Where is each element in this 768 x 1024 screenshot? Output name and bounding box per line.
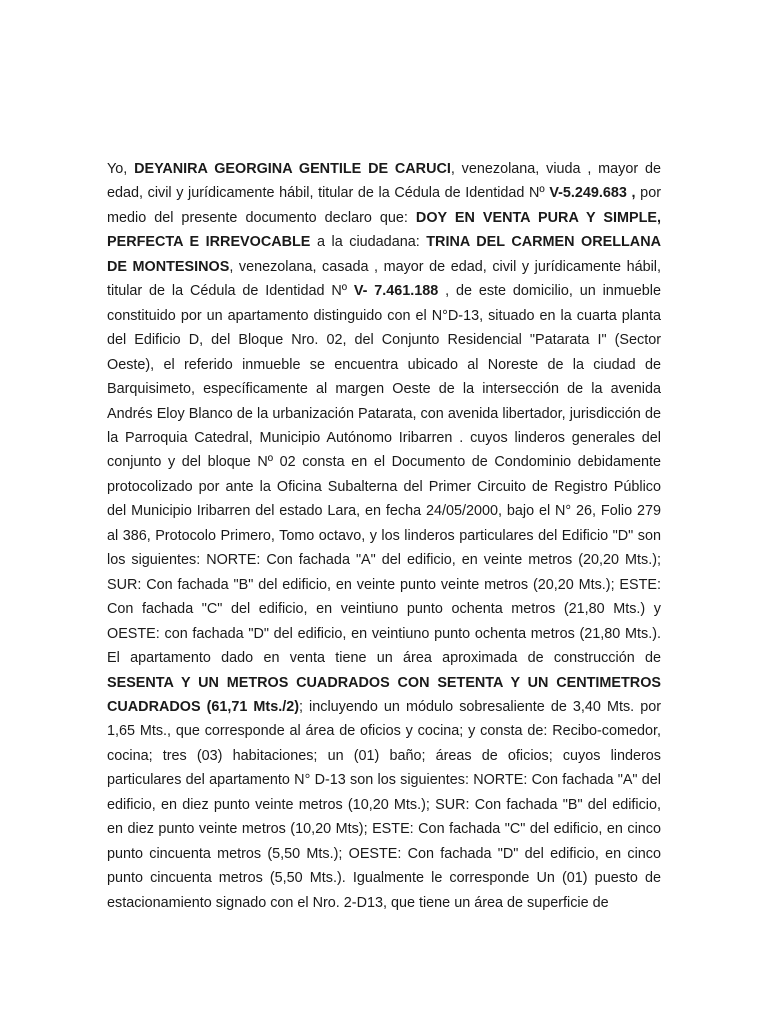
apartment-area: SESENTA Y UN METROS CUADRADOS CON SETENTA Y UN CENTIMETROS CUADRADOS (61,71 Mts./2) [107, 674, 661, 715]
text-run: por medio del presente documento declaro que: [107, 185, 661, 226]
text-run: , venezolana, viuda , mayor de edad, civil y jurídicamente hábil, titular de la Cédula de Identidad Nº [107, 161, 661, 202]
text-run: Yo, [107, 161, 135, 177]
property-description: , de este domicilio, un inmueble constituido por un apartamento distinguido con el N°D-13, situado en la cuarta planta del Edificio D, del Bloque Nro. 02, del Conjunto Residencial "Patarata I" (Sector Oeste), el referido inmueble se encuentra ubicado al Noreste de la ciudad de Barquisimeto, específicamente al margen Oeste de la intersección de la avenida Andrés Eloy Blanco de la urbanización Patarata, con avenida libertador, jurisdicción de la Parroquia Catedral, Municipio Autónomo Iribarren . cuyos linderos generales del conjunto y del bloque Nº 02 consta en el Documento de Condominio debidamente protocolizado por ante la Oficina Subalterna del Primer Circuito de Registro Público del Municipio Iribarren del estado Lara, en fecha 24/05/2000, bajo el N° 26, Folio 279 al 386, Protocolo Primero, Tomo octavo, y los linderos particulares del Edificio "D" son los siguientes: NORTE: Con fachada "A" del edificio, en veinte metros (20,20 Mts.); SUR: Con fachada "B" del edificio, en veinte punto veinte metros (20,20 Mts.); ESTE: Con fachada "C" del edificio, en veintiuno punto ochenta metros (21,80 Mts.) y OESTE: con fachada "D" del edificio, en veintiuno punto ochenta metros (21,80 Mts.). El apartamento dado en venta tiene un área aproximada de construcción de [107, 283, 661, 667]
sale-deed-paragraph [107, 157, 661, 915]
buyer-name: TRINA DEL CARMEN ORELLANA DE MONTESINOS [107, 234, 661, 275]
text-run: , venezolana, casada , mayor de edad, civil y jurídicamente hábil, titular de la Cédula de Identidad Nº [107, 258, 661, 300]
sale-declaration: DOY EN VENTA PURA Y SIMPLE, PERFECTA E IRREVOCABLE [107, 209, 661, 251]
seller-name: DEYANIRA GEORGINA GENTILE DE CARUCI [134, 161, 451, 177]
apartment-boundaries: ; incluyendo un módulo sobresaliente de 3,40 Mts. por 1,65 Mts., que corresponde al área de oficios y cocina; y consta de: Recibo-comedor, cocina; tres (03) habitaciones; un (01) baño; áreas de oficios; cuyos linderos particulares del apartamento N° D-13 son los siguientes: NORTE: Con fachada "A" del edificio, en diez punto veinte metros (10,20 Mts.); SUR: Con fachada "B" del edificio, en diez punto veinte metros (10,20 Mts); ESTE: Con fachada "C" del edificio, en cinco punto cincuenta metros (5,50 Mts.); OESTE: Con fachada "D" del edificio, en cinco punto cincuenta metros (5,50 Mts.). Igualmente le corresponde Un (01) puesto de estacionamiento signado con el Nro. 2-D13, que tiene un área de superficie de [107, 698, 661, 911]
buyer-id-number: V- 7.461.188 [353, 283, 439, 300]
seller-id-number: V-5.249.683 , [549, 185, 636, 202]
text-run: a la ciudadana: [310, 234, 427, 251]
